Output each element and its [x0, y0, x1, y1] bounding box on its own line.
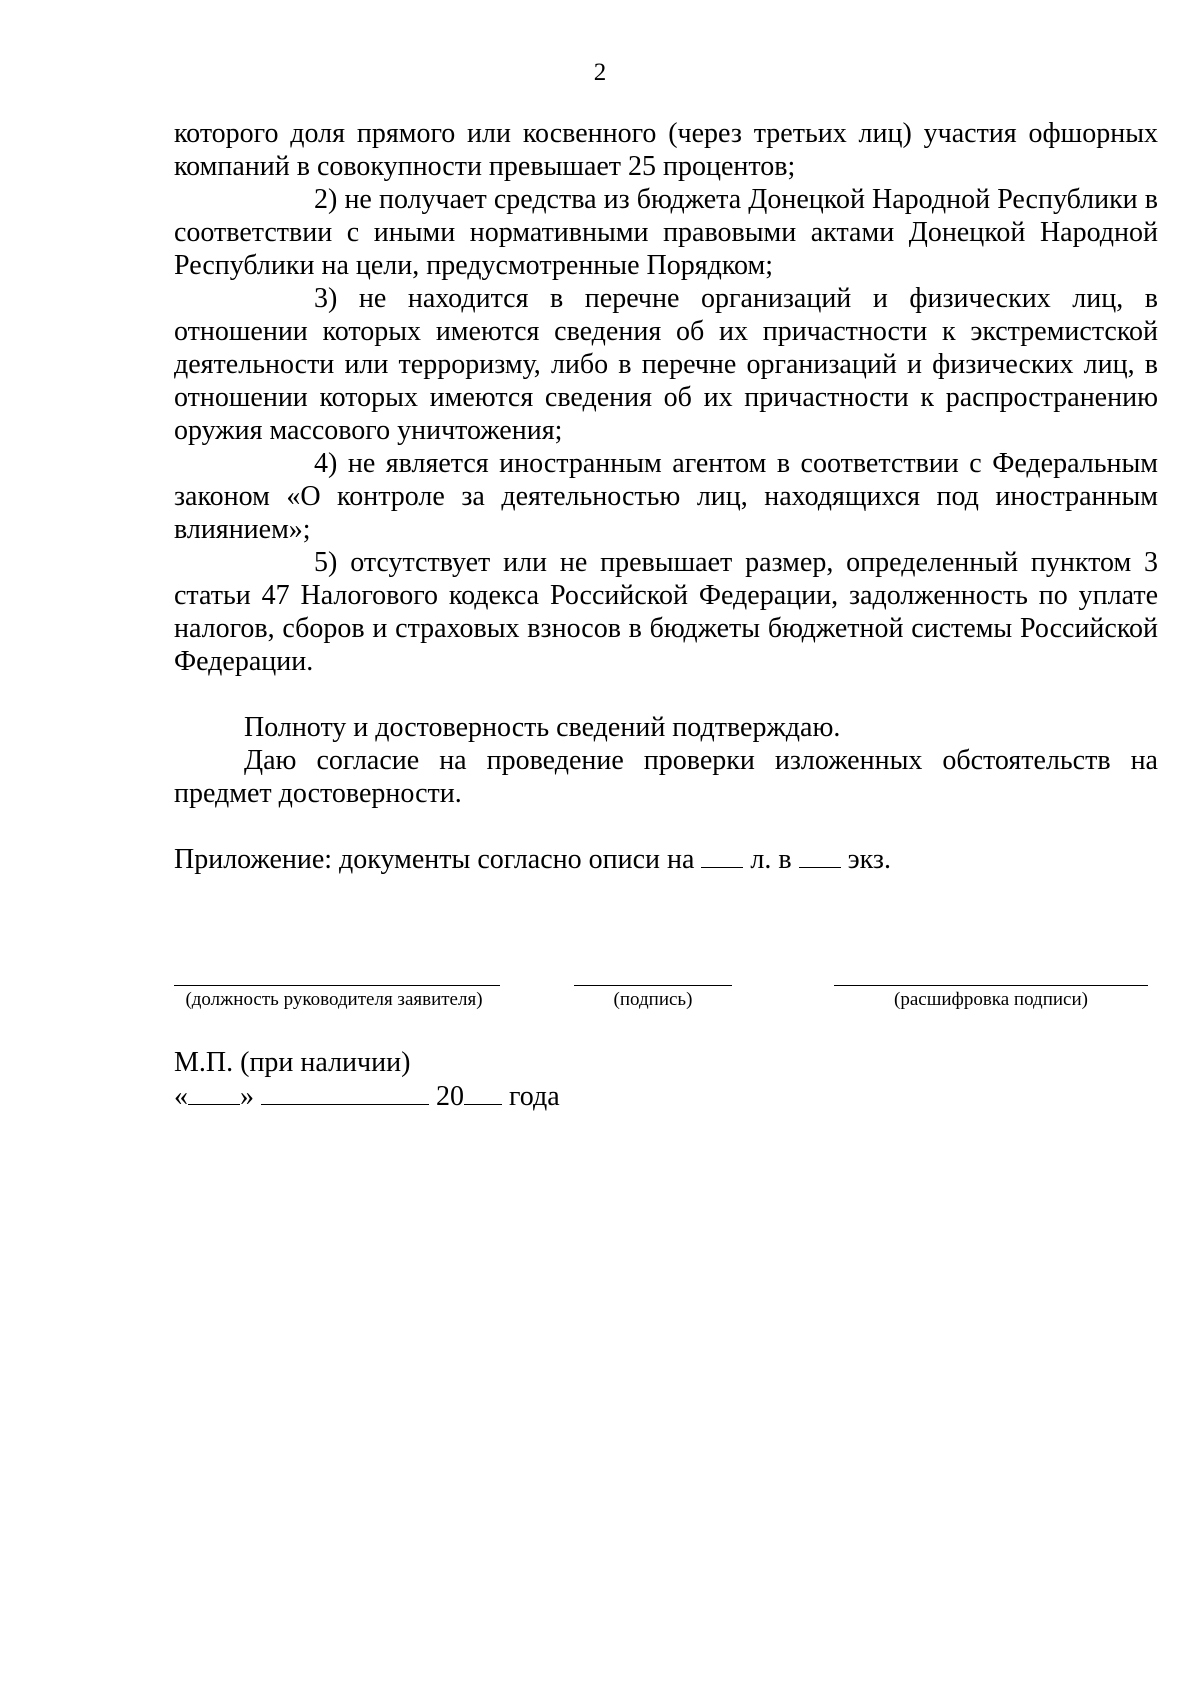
signature-decode-line[interactable] [834, 985, 1148, 986]
spacer [174, 678, 1158, 711]
month-blank[interactable] [261, 1082, 429, 1105]
appendix-line [174, 843, 891, 876]
list-item-4 [174, 447, 1158, 546]
signature-line[interactable] [574, 985, 732, 986]
year-suffix: года [509, 1081, 560, 1112]
list-item-2-text: не получает средства из бюджета Донецкой Народной Республики в соответствии с иными нормативными правовыми актами Донецкой Народной Республики на цели, предусмотренные Порядком; [174, 184, 1158, 281]
confirmation-statement: Полноту и достоверность сведений подтверждаю. [244, 712, 841, 743]
date-open-quote: « [174, 1081, 188, 1112]
list-item-3-text: не находится в перечне организаций и физических лиц, в отношении которых имеются сведения об их причастности к экстремистской деятельности или терроризму, либо в перечне организаций и физических лиц, в отношении которых имеются сведения об их причастности к распространению оружия массового уничтожения; [174, 283, 1158, 446]
list-item-5-number: 5) [314, 547, 338, 578]
consent-statement: Даю согласие на проведение проверки изложенных обстоятельств на предмет достоверности. [174, 745, 1158, 809]
day-blank[interactable] [188, 1082, 240, 1105]
list-item-2-number: 2) [314, 184, 338, 215]
list-item-4-text: не является иностранным агентом в соответствии с Федеральным законом «О контроле за деятельностью лиц, находящихся под иностранным влиянием»; [174, 448, 1158, 545]
list-item-4-number: 4) [314, 448, 338, 479]
position-signature-line[interactable] [174, 985, 500, 986]
copies-count-blank[interactable] [799, 845, 841, 868]
signature-decode-caption: (расшифровка подписи) [894, 989, 1088, 1010]
seal-place: М.П. (при наличии) [174, 1047, 411, 1078]
list-item-3 [174, 282, 1158, 447]
page-number: 2 [593, 59, 607, 86]
date-line [174, 1080, 560, 1113]
list-item-5 [174, 546, 1158, 678]
list-item-3-number: 3) [314, 283, 338, 314]
sheets-count-blank[interactable] [701, 845, 743, 868]
appendix-prefix: Приложение: документы согласно описи на [174, 844, 695, 875]
signature-caption: (подпись) [613, 989, 693, 1010]
position-caption: (должность руководителя заявителя) [185, 989, 483, 1010]
appendix-suffix: экз. [847, 844, 891, 875]
year-blank[interactable] [464, 1082, 502, 1105]
list-item-5-text: отсутствует или не превышает размер, определенный пунктом 3 статьи 47 Налогового кодекса Российской Федерации, задолженность по уплате налогов, сборов и страховых взносов в бюджеты бюджетной системы Российской Федерации. [174, 547, 1159, 677]
date-close-quote: » [240, 1081, 254, 1112]
paragraph-continuation: которого доля прямого или косвенного (через третьих лиц) участия офшорных компаний в совокупности превышает 25 процентов; [174, 118, 1158, 182]
year-prefix: 20 [436, 1081, 464, 1112]
document-body [174, 117, 1158, 810]
appendix-mid: л. в [750, 844, 792, 875]
list-item-2 [174, 183, 1158, 282]
